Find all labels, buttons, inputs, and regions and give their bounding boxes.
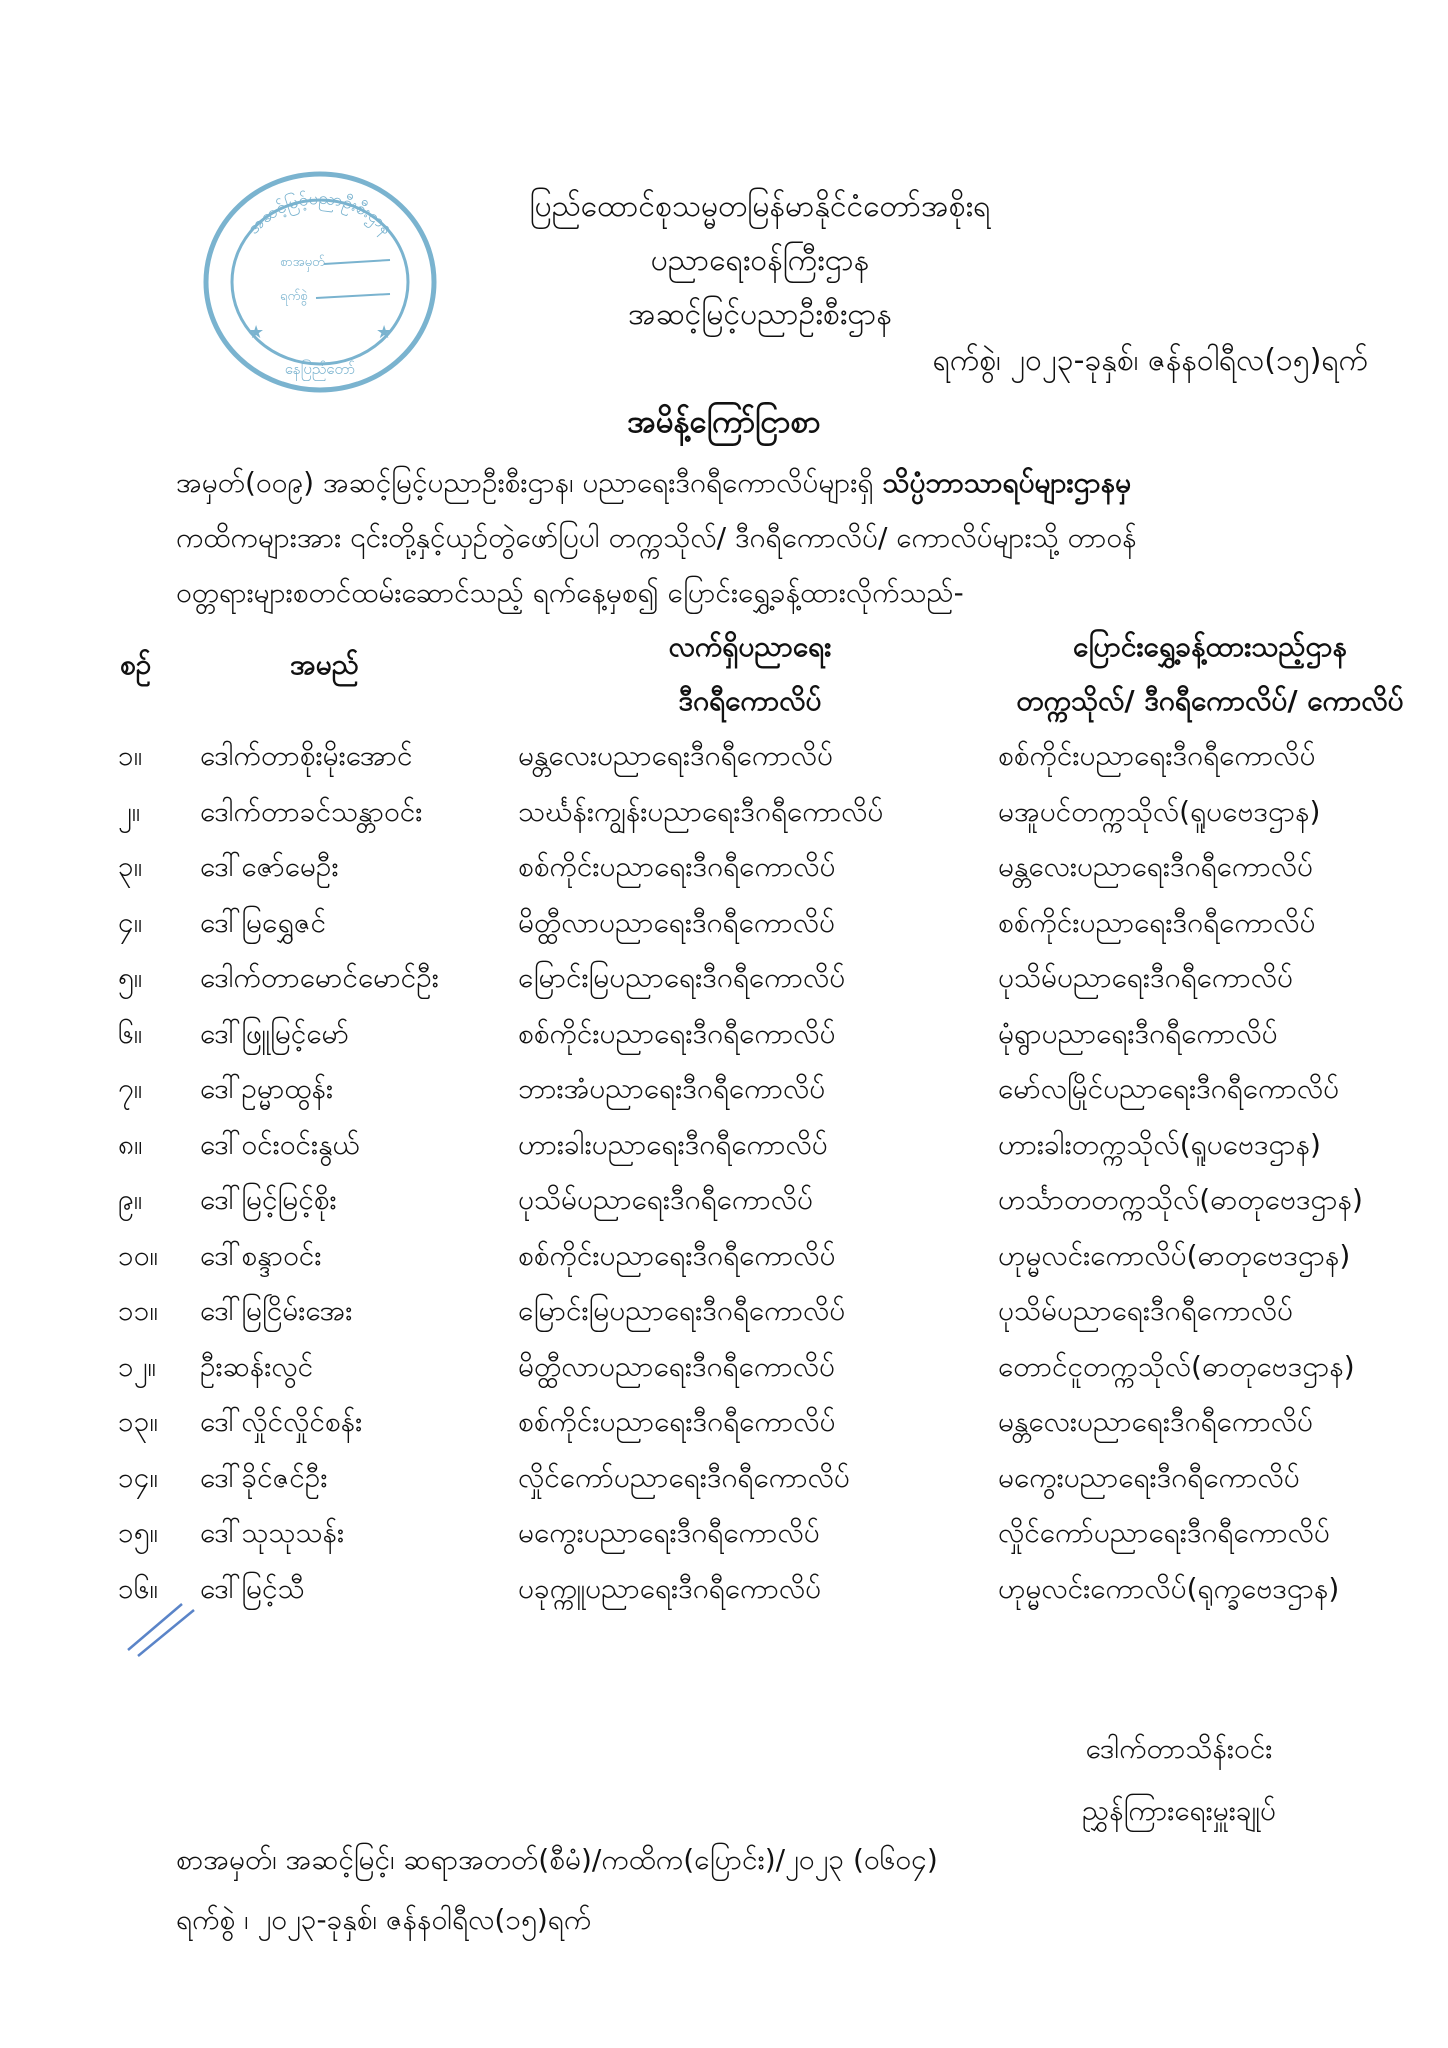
ministry-name: ပညာရေးဝန်ကြီးဌာန [650,243,870,278]
reference-number: စာအမှတ်၊ အဆင့်မြင့်၊ ဆရာအတတ်(စီမံ)/ကထိက(ပြောင်း)/၂၀၂၃ (၀၆၀၄) [176,1843,938,1876]
table-row [0,728,1448,784]
row-new-department: ပုသိမ်ပညာရေးဒီဂရီကောလိပ် [998,961,1293,994]
row-new-department: ပုသိမ်ပညာရေးဒီဂရီကောလိပ် [998,1294,1293,1327]
intro-line-2: ကထိကများအား ၎င်းတို့နှင့်ယှဉ်တွဲဖော်ပြပါ တက္ကသိုလ်/ ဒီဂရီကောလိပ်/ ကောလိပ်များသို့ တာဝန် [176,521,1137,554]
row-new-department: စစ်ကိုင်းပညာရေးဒီဂရီကောလိပ် [998,905,1316,939]
row-name: ဒေါ်မြရွှေဇင် [200,905,327,939]
seal-star-left-icon: ★ [248,322,265,343]
signer-name: ဒေါက်တာသိန်းဝင်း [1085,1732,1273,1765]
row-new-department: ဟုမ္မလင်းကောလိပ်(ရုက္ခဗေဒဌာန) [998,1571,1340,1605]
row-new-department: မန္တလေးပညာရေးဒီဂရီကောလိပ် [998,1405,1313,1438]
row-serial: ၅။ [118,961,143,994]
row-serial: ၃။ [118,850,143,883]
row-name: ဒေါ်သုသုသန်း [200,1516,345,1549]
header-name: အမည် [290,648,359,681]
signer-position: ညွှန်ကြားရေးမှူးချုပ် [1082,1794,1276,1827]
document-title: အမိန့်ကြော်ငြာစာ [627,404,821,440]
row-name: ဒေါ်ခိုင်ဇင်ဦး [200,1460,328,1494]
department-name: အဆင့်မြင့်ပညာဦးစီးဌာန [628,297,892,332]
row-current-college: စစ်ကိုင်းပညာရေးဒီဂရီကောလိပ် [518,1238,836,1272]
row-current-college: မိတ္ထီလာပညာရေးဒီဂရီကောလိပ် [518,1349,835,1383]
row-new-department: မကွေးပညာရေးဒီဂရီကောလိပ် [998,1460,1300,1494]
row-name: ဒေါ်မြင့်မြင့်စိုး [200,1183,337,1216]
seal-bottom-text: နေပြည်တော် [284,360,356,378]
transfer-table [0,728,1448,1616]
row-current-college: မန္တလေးပညာရေးဒီဂရီကောလိပ် [518,739,833,772]
table-row [0,1117,1448,1173]
row-name: ဒေါက်တာစိုးမိုးအောင် [200,739,413,772]
row-serial: ၈။ [118,1127,143,1161]
row-serial: ၁၂။ [118,1349,156,1383]
intro-line-1: အမှတ်(၀၀၉) အဆင့်မြင့်ပညာဦးစီးဌာန၊ ပညာရေးဒီဂရီကောလိပ်များရှိ သိပ္ပံဘာသာရပ်များဌာနမှ [176,466,1132,499]
signature-block [1082,1718,1276,1842]
table-row [0,895,1448,951]
table-row [0,1283,1448,1339]
row-name: ဦးဆန်းလွင် [200,1349,314,1383]
intro-line-3: ဝတ္တရားများစတင်ထမ်းဆောင်သည့် ရက်နေ့မှစ၍ ပြောင်းရွှေ့ခန့်ထားလိုက်သည်- [176,576,964,609]
row-new-department: မုံရွာပညာရေးဒီဂရီကောလိပ် [998,1016,1278,1050]
row-current-college: စစ်ကိုင်းပညာရေးဒီဂရီကောလိပ် [518,1016,836,1050]
table-row [0,1394,1448,1450]
row-current-college: မကွေးပညာရေးဒီဂရီကောလိပ် [518,1516,820,1549]
row-name: ဒေါက်တာခင်သန္တာဝင်း [200,794,423,828]
row-name: ဒေါ်ဝင်းဝင်းနွယ် [200,1127,360,1161]
row-current-college: လှိုင်ကော်ပညာရေးဒီဂရီကောလိပ် [518,1460,850,1494]
row-current-college: စစ်ကိုင်းပညာရေးဒီဂရီကောလိပ် [518,1405,836,1438]
row-current-college: ဘားအံပညာရေးဒီဂရီကောလိပ် [518,1072,826,1105]
row-name: ဒေါ်ဥမ္မာထွန်း [200,1072,334,1105]
row-current-college: ပခုက္ကူပညာရေးဒီဂရီကောလိပ် [518,1571,822,1605]
table-row [0,1061,1448,1117]
document-date: ရက်စွဲ၊ ၂၀၂၃-ခုနှစ်၊ ဇန်နဝါရီလ(၁၅)ရက် [932,343,1368,378]
row-current-college: မိတ္ထီလာပညာရေးဒီဂရီကောလိပ် [518,905,835,939]
table-row [0,839,1448,895]
header-serial: စဉ် [120,648,152,681]
intro-emphasis: သိပ္ပံဘာသာရပ်များဌာနမှ [882,466,1132,499]
reference-block [176,1830,938,1950]
table-row [0,1339,1448,1395]
table-row [0,1450,1448,1506]
table-row [0,1505,1448,1561]
row-new-department: ဟားခါးတက္ကသိုလ်(ရူပဗေဒဌာန) [998,1127,1321,1161]
row-current-college: မြောင်းမြပညာရေးဒီဂရီကောလိပ် [518,961,846,994]
row-current-college: ဟားခါးပညာရေးဒီဂရီကောလိပ် [518,1127,828,1161]
table-header [0,620,1448,720]
row-name: ဒေါ်ဖြူမြင့်မော် [200,1016,350,1050]
table-row [0,950,1448,1006]
intro-paragraph [176,455,1356,620]
row-new-department: ဟင်္သာတတက္ကသိုလ်(ဓာတုဗေဒဌာန) [998,1183,1363,1216]
row-serial: ၆။ [118,1016,143,1050]
row-new-department: စစ်ကိုင်းပညာရေးဒီဂရီကောလိပ် [998,739,1316,772]
row-serial: ၄။ [118,905,143,939]
row-serial: ၁၀။ [118,1238,158,1272]
row-name: ဒေါ်မြင့်သီ [200,1571,305,1605]
reference-date: ရက်စွဲ ၊ ၂၀၂၃-ခုနှစ်၊ ဇန်နဝါရီလ(၁၅)ရက် [176,1903,592,1936]
row-current-college: စစ်ကိုင်းပညာရေးဒီဂရီကောလိပ် [518,850,836,883]
svg-text:အဆင့်မြင့်ပညာဦးစီးဌာန [244,188,397,240]
seal-ring-text: အဆင့်မြင့်ပညာဦးစီးဌာန [243,188,397,239]
row-current-college: မြောင်းမြပညာရေးဒီဂရီကောလိပ် [518,1294,846,1327]
header-new-department: ပြောင်းရွှေ့ခန့်ထားသည့်ဌာန တက္ကသိုလ်/ ဒီဂရီကောလိပ်/ ကောလိပ် [1016,630,1404,717]
row-name: ဒေါ်ဇော်မေဦး [200,850,339,883]
row-serial: ၁၄။ [118,1460,158,1494]
row-serial: ၁၅။ [118,1516,158,1549]
row-new-department: တောင်ငူတက္ကသိုလ်(ဓာတုဗေဒဌာန) [998,1349,1355,1383]
row-serial: ၉။ [118,1183,143,1216]
row-new-department: ဟုမ္မလင်းကောလိပ်(ဓာတုဗေဒဌာန) [998,1238,1351,1272]
table-row [0,1561,1448,1617]
row-serial: ၁၃။ [118,1405,158,1438]
row-current-college: သင်္ဃန်းကျွန်းပညာရေးဒီဂရီကောလိပ် [518,794,884,828]
row-serial: ၇။ [118,1072,143,1105]
table-row [0,1006,1448,1062]
table-row [0,784,1448,840]
seal-field-1: စာအမှတ် [280,255,325,270]
seal-field-2: ရက်စွဲ [280,289,308,304]
row-serial: ၂။ [118,794,141,828]
row-name: ဒေါ်လှိုင်လှိုင်စန်း [200,1405,363,1438]
official-seal [200,168,440,396]
row-serial: ၁၆။ [118,1571,158,1605]
row-new-department: လှိုင်ကော်ပညာရေးဒီဂရီကောလိပ် [998,1516,1330,1549]
government-name: ပြည်ထောင်စုသမ္မတမြန်မာနိုင်ငံတော်အစိုးရ [529,189,991,224]
row-serial: ၁၁။ [118,1294,158,1327]
row-name: ဒေါ်စန္ဒာဝင်း [200,1238,322,1272]
row-name: ဒေါက်တာမောင်မောင်ဦး [200,961,439,994]
row-serial: ၁။ [118,739,143,772]
handwritten-slash-mark [120,1590,210,1660]
row-new-department: မန္တလေးပညာရေးဒီဂရီကောလိပ် [998,850,1313,883]
table-row [0,1228,1448,1284]
letterhead [420,180,1100,342]
row-new-department: မအူပင်တက္ကသိုလ်(ရူပဗေဒဌာန) [998,794,1321,828]
row-current-college: ပုသိမ်ပညာရေးဒီဂရီကောလိပ် [518,1183,813,1216]
seal-star-right-icon: ★ [376,322,393,343]
row-new-department: မော်လမြိုင်ပညာရေးဒီဂရီကောလိပ် [998,1072,1340,1105]
row-name: ဒေါ်မြငြိမ်းအေး [200,1294,353,1327]
header-current-college: လက်ရှိပညာရေး ဒီဂရီကောလိပ် [668,630,832,717]
table-row [0,1172,1448,1228]
